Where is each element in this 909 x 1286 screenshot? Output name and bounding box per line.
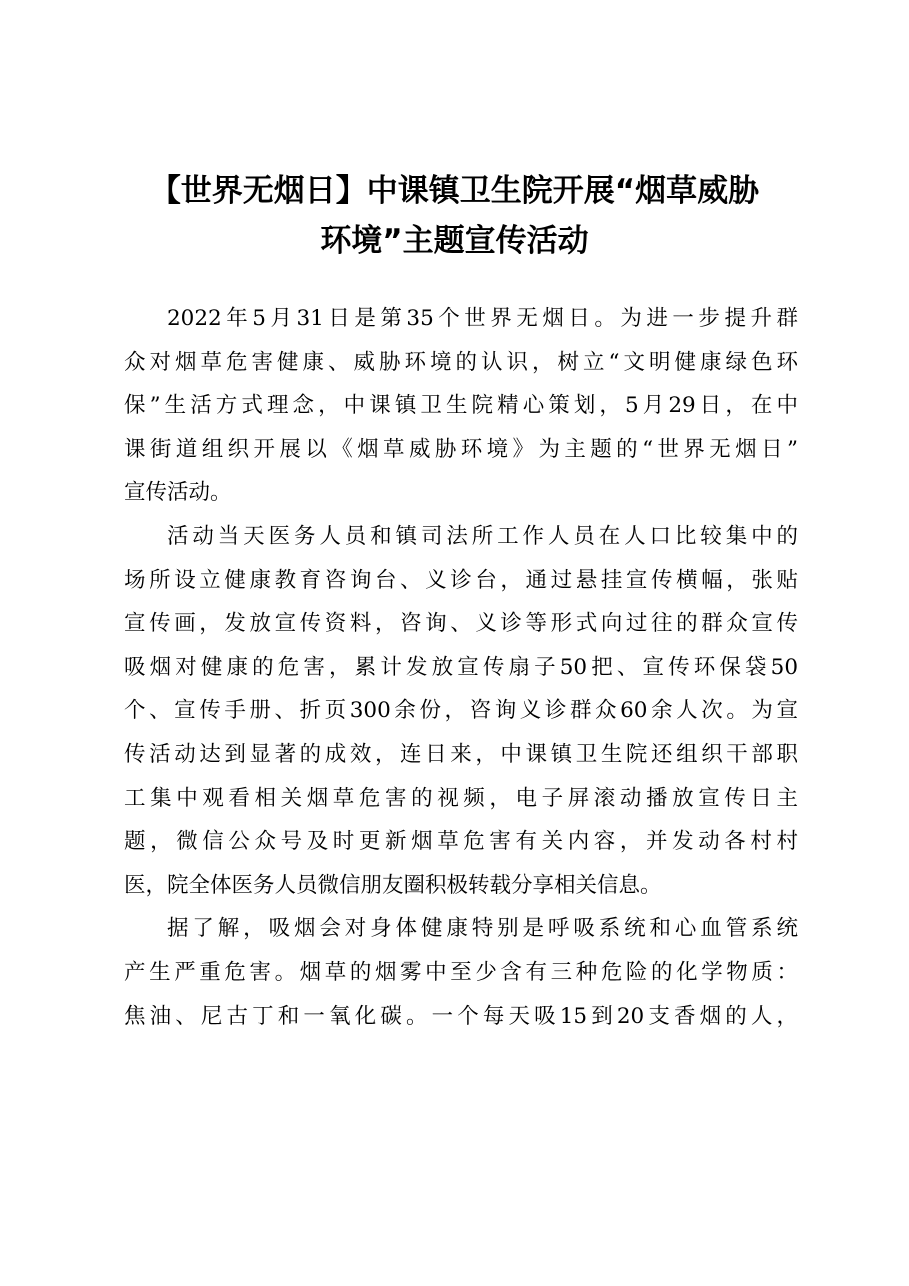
text-line: 个、宣传手册、折页300余份，咨询义诊群众60余人次。为宣 [124,698,798,724]
text-line: 吸烟对健康的危害，累计发放宣传扇子50把、宣传环保袋50 [124,654,798,680]
title-line-2: 环境”主题宣传活动 [320,223,589,259]
text-line: 焦油、尼古丁和一氧化碳。一个每天吸15到20支香烟的人， [124,1003,798,1029]
text-line: 医，院全体医务人员微信朋友圈积极转载分享相关信息。 [124,872,662,898]
document-body [124,297,798,1038]
paragraph-3 [124,907,798,1038]
text-line: 题，微信公众号及时更新烟草危害有关内容，并发动各村村 [124,829,798,855]
text-line: 宣传画，发放宣传资料，咨询、义诊等形式向过往的群众宣传 [124,611,798,637]
paragraph-2 [124,515,798,907]
text-line: 2022年5月31日是第35个世界无烟日。为进一步提升群 [167,306,798,331]
document-title [110,166,799,266]
text-line: 保”生活方式理念，中课镇卫生院精心策划，5月29日，在中 [124,393,798,419]
title-line-1: 【世界无烟日】中课镇卫生院开展“烟草威胁 [149,173,760,209]
paragraph-1 [124,297,798,515]
text-line: 传活动达到显著的成效，连日来，中课镇卫生院还组织干部职 [124,741,798,767]
text-line: 活动当天医务人员和镇司法所工作人员在人口比较集中的 [167,523,798,549]
text-line: 课街道组织开展以《烟草威胁环境》为主题的“世界无烟日” [124,436,798,462]
text-line: 据了解，吸烟会对身体健康特别是呼吸系统和心血管系统 [167,916,798,942]
text-line: 场所设立健康教育咨询台、义诊台，通过悬挂宣传横幅，张贴 [124,567,798,593]
text-line: 宣传活动。 [124,480,232,506]
text-line: 工集中观看相关烟草危害的视频，电子屏滚动播放宣传日主 [124,785,798,811]
text-line: 产生严重危害。烟草的烟雾中至少含有三种危险的化学物质： [124,959,798,985]
text-line: 众对烟草危害健康、威胁环境的认识，树立“文明健康绿色环 [124,349,798,375]
